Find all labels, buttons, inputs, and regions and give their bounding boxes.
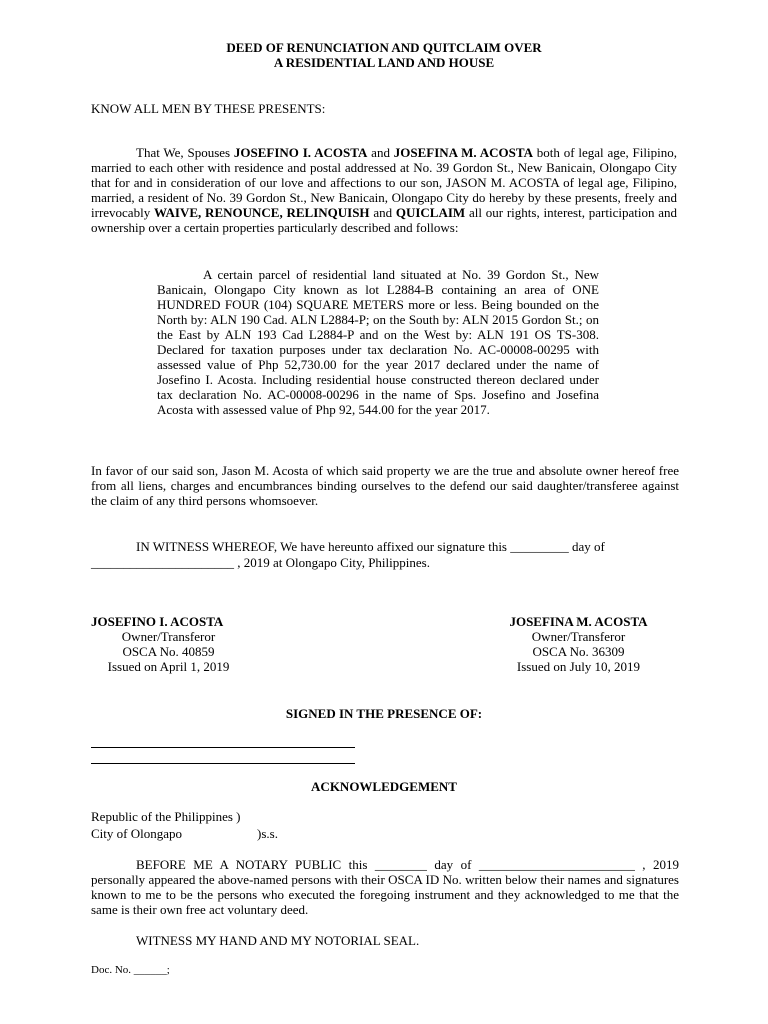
signatory-issued: Issued on July 10, 2019 xyxy=(516,659,641,674)
intro-keyword-2: QUICLAIM xyxy=(395,205,466,220)
signatory-name: JOSEFINA M. ACOSTA xyxy=(509,614,648,629)
witness-signature-line-2 xyxy=(91,763,355,764)
witness-hand-line: WITNESS MY HAND AND MY NOTORIAL SEAL. xyxy=(136,933,420,948)
venue-line-1: Republic of the Philippines ) xyxy=(91,809,241,824)
intro-keyword-1: WAIVE, RENOUNCE, RELINQUISH xyxy=(153,205,370,220)
intro-name-1: JOSEFINO I. ACOSTA xyxy=(233,145,368,160)
signatory-block-right xyxy=(497,614,660,674)
witness-signature-line-1 xyxy=(91,747,355,748)
title-line-2: A RESIDENTIAL LAND AND HOUSE xyxy=(273,55,495,70)
acknowledgement-heading: ACKNOWLEDGEMENT xyxy=(311,779,457,794)
intro-paragraph xyxy=(91,145,677,235)
intro-text-1: That We, Spouses xyxy=(136,145,234,160)
signed-presence-heading: SIGNED IN THE PRESENCE OF: xyxy=(285,706,483,721)
notary-paragraph: BEFORE ME A NOTARY PUBLIC this ________ day of ________________________ , 2019 personally appeared the above-named persons with their OSCA ID No. written below their names and signatures known to me to be the persons who executed the foregoing instrument and they acknowledged to me that the same is their own free act voluntary deed. xyxy=(91,857,679,917)
intro-text-5: all our rights, interest, participation and ownership over a certain properties particularly described and follows: xyxy=(91,205,677,235)
intro-text-3: both of legal age, Filipino, married to each other with residence and postal addressed at No. 39 Gordon St., New Banicain, Olongapo City that for and in consideration of our love and affections to our son, JASON M. ACOSTA of legal age, Filipino, married, a resident of No. 39 Gordon St., New Banicain, Olongapo City do hereby by these presents, freely and irrevocably xyxy=(91,145,677,220)
title-line-1: DEED OF RENUNCIATION AND QUITCLAIM OVER xyxy=(226,40,542,55)
favor-paragraph: In favor of our said son, Jason M. Acosta of which said property we are the true and absolute owner hereof free from all liens, charges and encumbrances binding ourselves to the defend our said daughter/transferee against the claim of any third persons whomsoever. xyxy=(91,463,679,508)
property-description: A certain parcel of residential land situated at No. 39 Gordon St., New Banicain, Olongapo City known as lot L2884-B containing an area of ONE HUNDRED FOUR (104) SQUARE METERS more or less. Being bounded on the North by: ALN 190 Cad. ALN L2884-P; on the South by: ALN 2015 Gordon St.; on the East by ALN 193 Cad L2884-P and on the West by: ALN 191 OS TS-308. Declared for taxation purposes under tax declaration No. AC-00008-00295 with assessed value of Php 52,730.00 for the year 2017 declared under the name of Josefino I. Acosta. Including residential house constructed thereon declared under tax declaration No. AC-00008-00296 in the name of Sps. Josefino and Josefina Acosta with assessed value of Php 92, 544.00 for the year 2017. xyxy=(157,267,599,417)
venue-city: City of Olongapo xyxy=(91,826,182,841)
intro-text-2: and xyxy=(367,145,394,160)
signatory-osca: OSCA No. 40859 xyxy=(122,644,215,659)
opening-line: KNOW ALL MEN BY THESE PRESENTS: xyxy=(91,101,326,116)
witness-whereof-line-1: IN WITNESS WHEREOF, We have hereunto affixed our signature this _________ day of xyxy=(136,539,605,554)
signatory-osca: OSCA No. 36309 xyxy=(532,644,625,659)
signatory-name: JOSEFINO I. ACOSTA xyxy=(91,614,224,629)
signatory-role: Owner/Transferor xyxy=(531,629,626,644)
signatory-block-left xyxy=(91,614,246,674)
intro-name-2: JOSEFINA M. ACOSTA xyxy=(393,145,533,160)
witness-whereof-line-2: ______________________ , 2019 at Olongapo City, Philippines. xyxy=(91,555,430,570)
venue-ss: )s.s. xyxy=(257,826,278,841)
signatory-issued: Issued on April 1, 2019 xyxy=(107,659,230,674)
signatory-role: Owner/Transferor xyxy=(121,629,216,644)
intro-text-4: and xyxy=(369,205,396,220)
doc-number: Doc. No. ______; xyxy=(91,964,170,976)
